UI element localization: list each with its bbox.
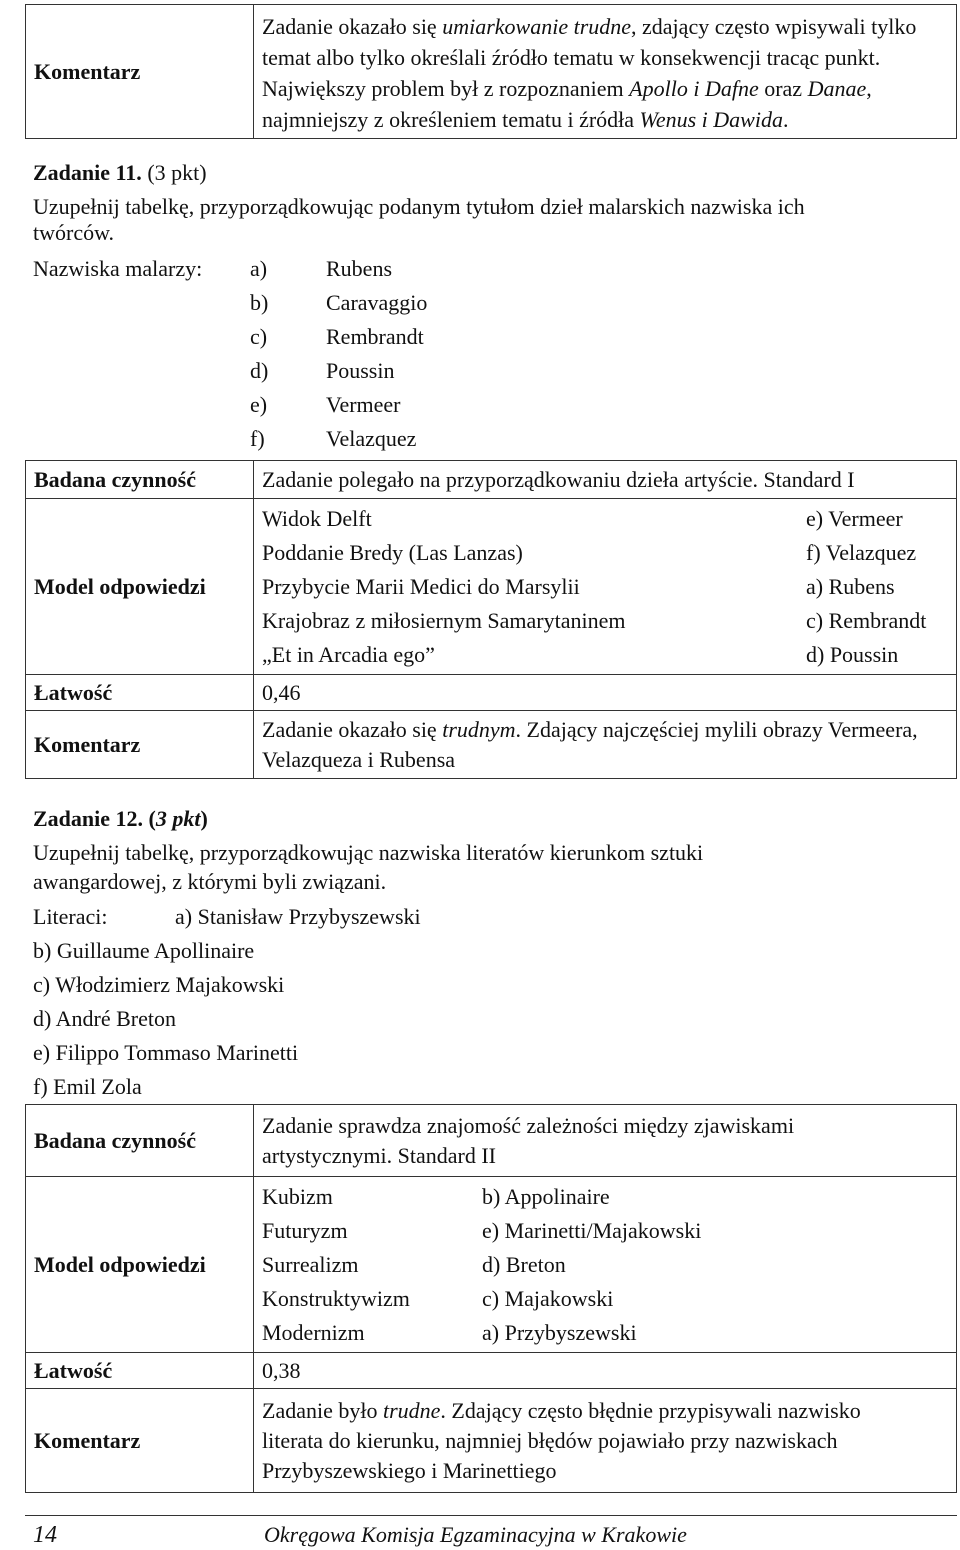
model-answers (254, 1177, 957, 1353)
task12-instruction-line1: Uzupełnij tabelkę, przyporządkowując nazwiska literatów kierunkom sztuki (33, 840, 704, 865)
answer-row (262, 638, 944, 672)
ease-value: 0,46 (254, 675, 957, 711)
painter-name: Poussin (326, 358, 395, 383)
task11-instruction-line1: Uzupełnij tabelkę, przyporządkowując podanym tytułom dzieł malarskich nazwiska ich (33, 194, 805, 219)
activity-label: Badana czynność (26, 1105, 254, 1177)
writer-answer: b) Appolinaire (482, 1183, 610, 1209)
answer-row (262, 604, 944, 638)
answer-row (262, 1316, 956, 1350)
task11-instruction-line2: twórców. (33, 220, 115, 245)
painting-title: Przybycie Marii Medici do Marsylii (262, 573, 580, 599)
painter-name: Velazquez (326, 426, 417, 451)
painting-title: „Et in Arcadia ego” (262, 641, 435, 667)
painter-letter: a) (250, 256, 268, 281)
painting-title: Krajobraz z miłosiernym Samarytaninem (262, 607, 626, 633)
activity-label: Badana czynność (26, 461, 254, 499)
answer-row (262, 1214, 956, 1248)
painting-title: Poddanie Bredy (Las Lanzas) (262, 539, 523, 565)
ease-value: 0,38 (254, 1353, 957, 1389)
writer-item: c) Włodzimierz Majakowski (33, 972, 285, 997)
writer-item: b) Guillaume Apollinaire (33, 938, 255, 963)
movement-name: Surrealizm (262, 1251, 359, 1277)
answer-row (262, 502, 944, 536)
writer-answer: a) Przybyszewski (482, 1319, 637, 1345)
painter-letter: d) (250, 358, 269, 383)
comment-label: Komentarz (26, 1389, 254, 1493)
task11-table (25, 460, 957, 779)
movement-name: Konstruktywizm (262, 1285, 410, 1311)
comment-text: Zadanie było trudne. Zdający często błędnie przypisywali nazwisko literata do kierunku, najmniej błędów pojawiało przy nazwiskach Przybyszewskiego i Marinettiego (254, 1389, 957, 1493)
answer-row (262, 1282, 956, 1316)
ease-label: Łatwość (26, 1353, 254, 1389)
activity-text: Zadanie polegało na przyporządkowaniu dzieła artyście. Standard I (254, 461, 957, 499)
painter-letter: f) (250, 426, 265, 451)
model-label: Model odpowiedzi (26, 1177, 254, 1353)
comment-text: Zadanie okazało się trudnym. Zdający najczęściej mylili obrazy Vermeera, Velazqueza i Rubensa (254, 711, 957, 779)
painter-letter: c) (250, 324, 268, 349)
task11-heading: Zadanie 11. (3 pkt) (33, 160, 207, 185)
painter-letter: b) (250, 290, 269, 315)
painter-answer: d) Poussin (806, 641, 899, 667)
answer-row (262, 1248, 956, 1282)
painter-letter: e) (250, 392, 268, 417)
ease-label: Łatwość (26, 675, 254, 711)
task12-instruction-line2: awangardowej, z którymi byli związani. (33, 869, 387, 894)
painting-title: Widok Delft (262, 505, 372, 531)
movement-name: Futuryzm (262, 1217, 348, 1243)
writer-answer: c) Majakowski (482, 1285, 614, 1311)
painter-name: Rubens (326, 256, 392, 281)
painters-list-label: Nazwiska malarzy: (33, 256, 203, 281)
movement-name: Modernizm (262, 1319, 365, 1345)
task12-heading: Zadanie 12. (3 pkt) (33, 806, 208, 831)
painter-name: Rembrandt (326, 324, 424, 349)
writer-item: e) Filippo Tommaso Marinetti (33, 1040, 299, 1065)
writer-answer: e) Marinetti/Majakowski (482, 1217, 702, 1243)
writer-answer: d) Breton (482, 1251, 566, 1277)
painter-name: Caravaggio (326, 290, 428, 315)
painter-answer: a) Rubens (806, 573, 895, 599)
comment-label: Komentarz (26, 5, 254, 139)
painter-answer: e) Vermeer (806, 505, 903, 531)
model-label: Model odpowiedzi (26, 499, 254, 675)
comment-text: Zadanie okazało się umiarkowanie trudne, zdający często wpisywali tylko temat albo tylko określali źródło tematu w konsekwencji tracąc punkt. Największy problem był z rozpoznaniem Apollo i Dafne oraz Danae, najmniejszy z określeniem tematu i źródła Wenus i Dawida. (254, 5, 957, 139)
answer-row (262, 570, 944, 604)
painter-answer: f) Velazquez (806, 539, 917, 565)
writer-item: d) André Breton (33, 1006, 176, 1031)
activity-text: Zadanie sprawdza znajomość zależności między zjawiskami artystycznymi. Standard II (254, 1105, 957, 1177)
writer-item: a) Stanisław Przybyszewski (175, 904, 421, 929)
footer-institution: Okręgowa Komisja Egzaminacyjna w Krakowie (264, 1522, 687, 1547)
page-number: 14 (33, 1522, 57, 1548)
painter-answer: c) Rembrandt (806, 607, 927, 633)
answer-row (262, 1180, 956, 1214)
comment-label: Komentarz (26, 711, 254, 779)
painter-name: Vermeer (326, 392, 401, 417)
writers-list-label: Literaci: (33, 904, 108, 929)
top-comment-table (25, 4, 957, 139)
movement-name: Kubizm (262, 1183, 333, 1209)
task12-table (25, 1104, 957, 1493)
footer-divider (25, 1515, 957, 1516)
model-answers (254, 499, 957, 675)
writer-item: f) Emil Zola (33, 1074, 142, 1099)
answer-row (262, 536, 944, 570)
